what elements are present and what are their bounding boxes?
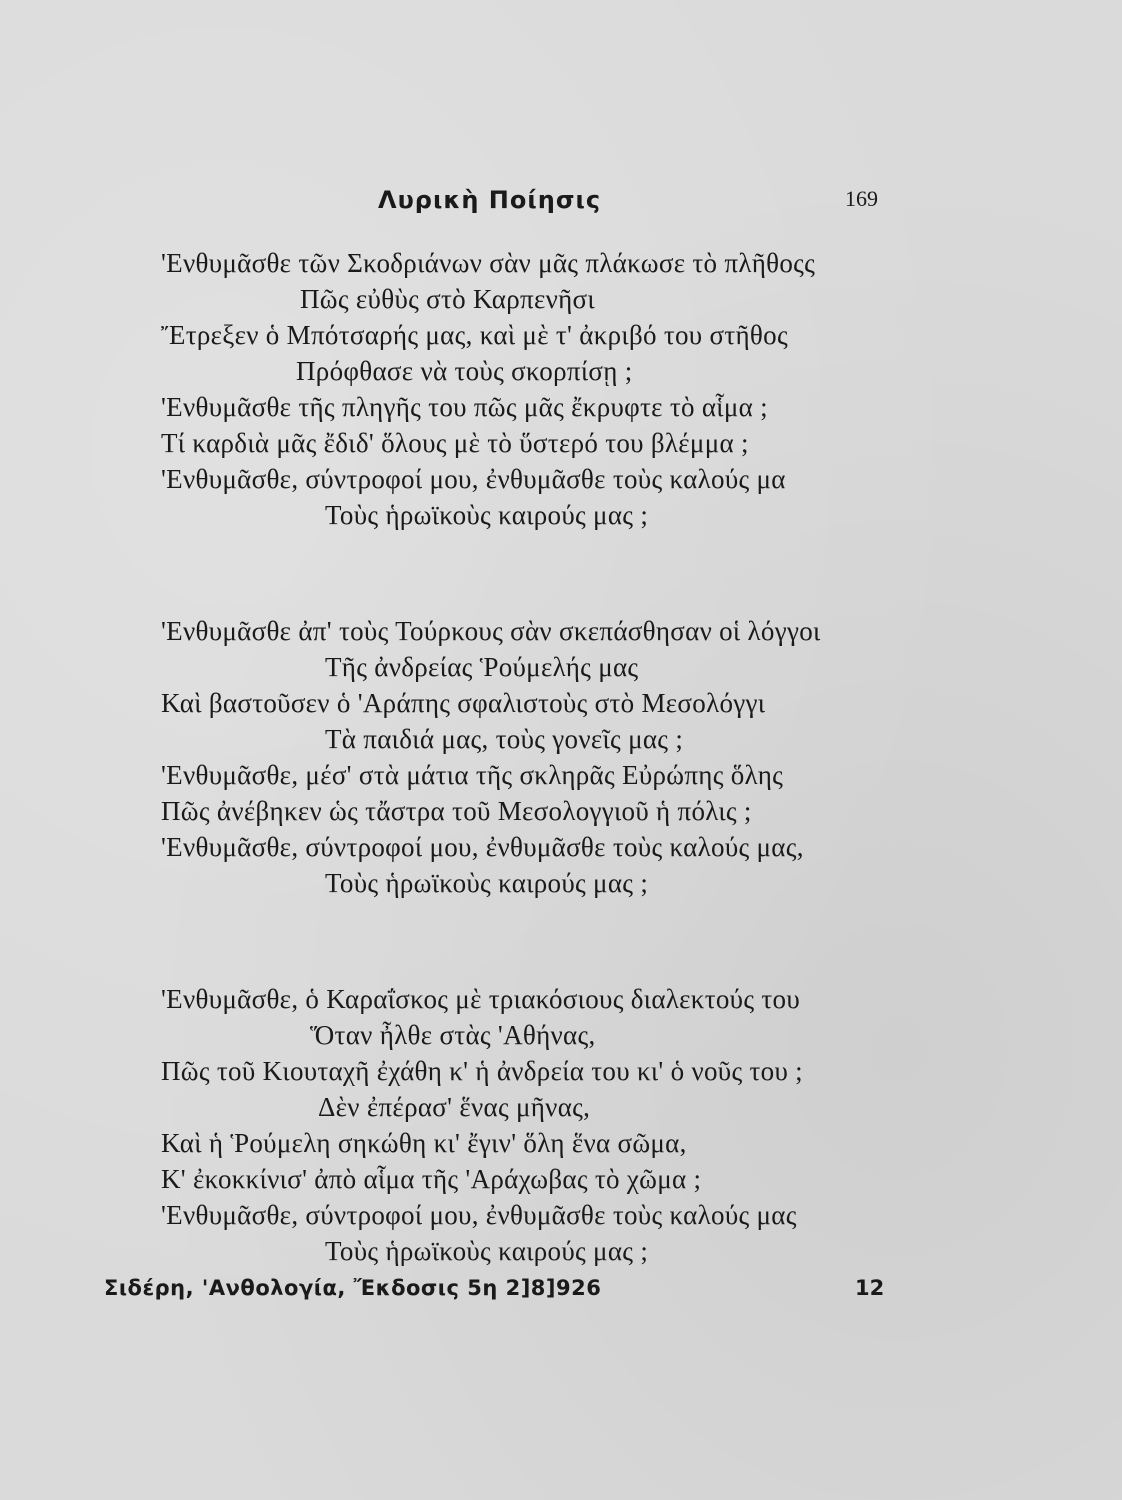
poem-line: Ὅταν ἦλθε στὰς 'Αθήνας, bbox=[310, 1020, 596, 1050]
page-number: 169 bbox=[845, 186, 878, 211]
poem-line: Τὰ παιδιά μας, τοὺς γονεῖς μας ; bbox=[325, 724, 684, 754]
poem-line: 'Ενθυμᾶσθε, σύντροφοί μου, ἐνθυμᾶσθε τοὺς καλούς μας, bbox=[161, 832, 804, 862]
poem-line: Πῶς εὐθὺς στὸ Καρπενῆσι bbox=[300, 284, 595, 314]
poem-line: Τοὺς ἡρωϊκοὺς καιρούς μας ; bbox=[325, 868, 649, 898]
poem-line: 'Ενθυμᾶσθε, σύντροφοί μου, ἐνθυμᾶσθε τοὺς καλούς μα bbox=[161, 464, 786, 494]
printer-footer: Σιδέρη, 'Ανθολογία, Ἔκδοσις 5η 2]8]926 bbox=[104, 1276, 602, 1300]
poem-line: Τῆς ἀνδρείας Ῥούμελής μας bbox=[325, 652, 639, 682]
poem-line: Πῶς τοῦ Κιουταχῆ ἐχάθη κ' ἡ ἀνδρεία του κι' ὁ νοῦς του ; bbox=[161, 1056, 803, 1086]
poem-line: Ἔτρεξεν ὁ Μπότσαρής μας, καὶ μὲ τ' ἀκριβό του στῆθος bbox=[161, 320, 788, 350]
poem-line: 'Ενθυμᾶσθε τῆς πληγῆς του πῶς μᾶς ἔκρυφτε τὸ αἷμα ; bbox=[161, 392, 768, 422]
poem-line: Κ' ἐκοκκίνισ' ἀπὸ αἷμα τῆς 'Αράχωβας τὸ χῶμα ; bbox=[161, 1164, 702, 1194]
poem-line: Πῶς ἀνέβηκεν ὡς τἄστρα τοῦ Μεσολογγιοῦ ἡ πόλις ; bbox=[161, 796, 752, 826]
poem-line: Πρόφθασε νὰ τοὺς σκορπίσῃ ; bbox=[296, 356, 633, 386]
poem-line: 'Ενθυμᾶσθε τῶν Σκοδριάνων σὰν μᾶς πλάκωσε τὸ πλῆθοςς bbox=[161, 248, 816, 278]
poem-line: Καὶ ἡ Ῥούμελη σηκώθη κι' ἔγιν' ὅλη ἕνα σῶμα, bbox=[161, 1128, 687, 1158]
poem-line: Τί καρδιὰ μᾶς ἔδιδ' ὅλους μὲ τὸ ὕστερό του βλέμμα ; bbox=[161, 428, 749, 458]
poem-line: Τοὺς ἡρωϊκοὺς καιρούς μας ; bbox=[325, 500, 649, 530]
poem-line: Δὲν ἐπέρασ' ἕνας μῆνας, bbox=[318, 1092, 591, 1122]
poem-line: Τοὺς ἡρωϊκοὺς καιρούς μας ; bbox=[325, 1236, 649, 1266]
poem-line: 'Ενθυμᾶσθε, μέσ' στὰ μάτια τῆς σκληρᾶς Εὐρώπης ὅλης bbox=[161, 760, 784, 790]
poem-line: 'Ενθυμᾶσθε, σύντροφοί μου, ἐνθυμᾶσθε τοὺς καλούς μας bbox=[161, 1200, 797, 1230]
poem-line: 'Ενθυμᾶσθε ἀπ' τοὺς Τούρκους σὰν σκεπάσθησαν οἱ λόγγοι bbox=[161, 616, 821, 646]
running-header-title: Λυρικὴ Ποίησις bbox=[378, 186, 602, 214]
poem-line: Καὶ βαστοῦσεν ὁ 'Αράπης σφαλιστοὺς στὸ Μεσολόγγι bbox=[161, 688, 766, 718]
signature-number: 12 bbox=[855, 1276, 885, 1300]
poem-line: 'Ενθυμᾶσθε, ὁ Καραΐσκος μὲ τριακόσιους διαλεκτούς του bbox=[161, 984, 800, 1014]
